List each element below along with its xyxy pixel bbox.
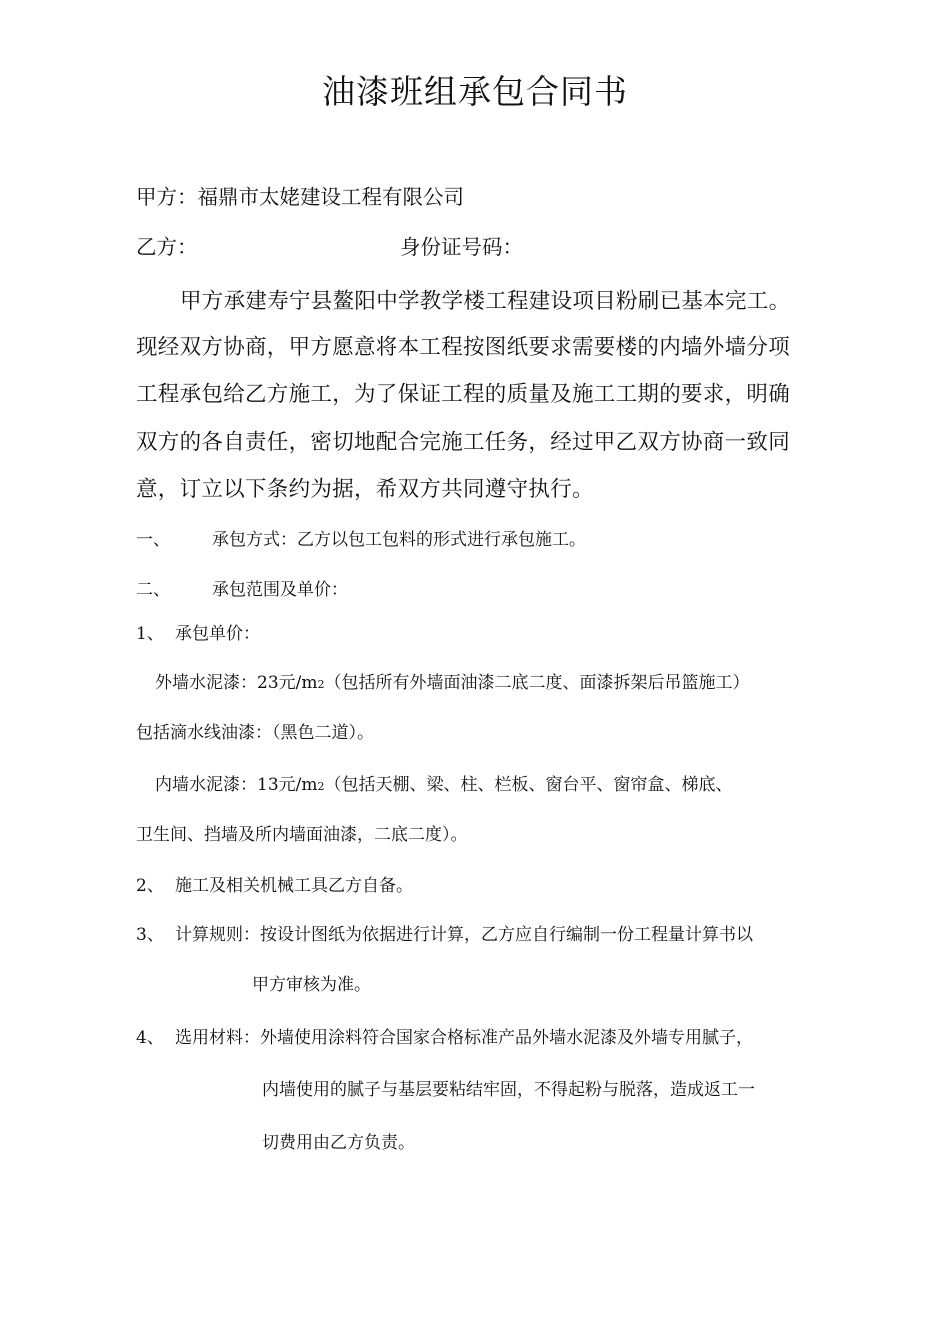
- exterior-unit-sup: 2: [317, 678, 325, 691]
- interior-unit-sup: 2: [317, 780, 325, 793]
- item-3-number: 3、: [136, 925, 164, 945]
- party-a: 甲方：福鼎市太姥建设工程有限公司: [136, 185, 464, 209]
- intro-line: 现经双方协商，甲方愿意将本工程按图纸要求需要楼的内墙外墙分项: [136, 335, 791, 360]
- item-2-number: 2、: [136, 876, 164, 896]
- exterior-price: 外墙水泥漆：23元/m: [155, 673, 318, 693]
- interior-scope: （包括天棚、梁、柱、栏板、窗台平、窗帘盒、梯底、: [324, 775, 733, 795]
- intro-line: 双方的各自责任，密切地配合完施工任务，经过甲乙双方协商一致同: [136, 430, 791, 455]
- item-4-line-3: 切费用由乙方负责。: [262, 1133, 415, 1153]
- item-1-number: 1、: [136, 624, 164, 644]
- section-2-number: 二、: [136, 580, 170, 600]
- interior-price-line-2: 卫生间、挡墙及所内墙面油漆，二底二度）。: [136, 825, 468, 845]
- intro-line: 意，订立以下条约为据，希双方共同遵守执行。: [136, 477, 594, 502]
- item-4-number: 4、: [136, 1028, 164, 1048]
- item-2-text: 施工及相关机械工具乙方自备。: [175, 876, 413, 896]
- item-1-text: 承包单价：: [175, 624, 260, 644]
- intro-line: 工程承包给乙方施工，为了保证工程的质量及施工工期的要求，明确: [136, 382, 791, 407]
- id-number-label: 身份证号码：: [400, 235, 523, 259]
- item-3-line-2: 甲方审核为准。: [252, 975, 371, 995]
- item-4-line-2: 内墙使用的腻子与基层要粘结牢固，不得起粉与脱落，造成返工一: [262, 1080, 755, 1100]
- item-3-text: 计算规则：按设计图纸为依据进行计算，乙方应自行编制一份工程量计算书以: [175, 925, 753, 945]
- section-1-text: 承包方式：乙方以包工包料的形式进行承包施工。: [212, 530, 586, 550]
- exterior-price-line: [155, 668, 749, 693]
- section-2-text: 承包范围及单价：: [212, 580, 348, 600]
- intro-line: 甲方承建寿宁县鳌阳中学教学楼工程建设项目粉刷已基本完工。: [180, 289, 791, 314]
- document-title: 油漆班组承包合同书: [322, 72, 628, 111]
- interior-price: 内墙水泥漆：13元/m: [155, 775, 318, 795]
- exterior-price-line-2: 包括滴水线油漆：（黑色二道）。: [136, 723, 374, 743]
- section-1-number: 一、: [136, 530, 170, 550]
- exterior-scope: （包括所有外墙面油漆二底二度、面漆拆架后吊篮施工）: [324, 673, 750, 693]
- interior-price-line: [155, 770, 732, 795]
- party-b: 乙方：: [136, 235, 198, 259]
- item-4-text: 选用材料：外墙使用涂料符合国家合格标准产品外墙水泥漆及外墙专用腻子，: [175, 1028, 753, 1048]
